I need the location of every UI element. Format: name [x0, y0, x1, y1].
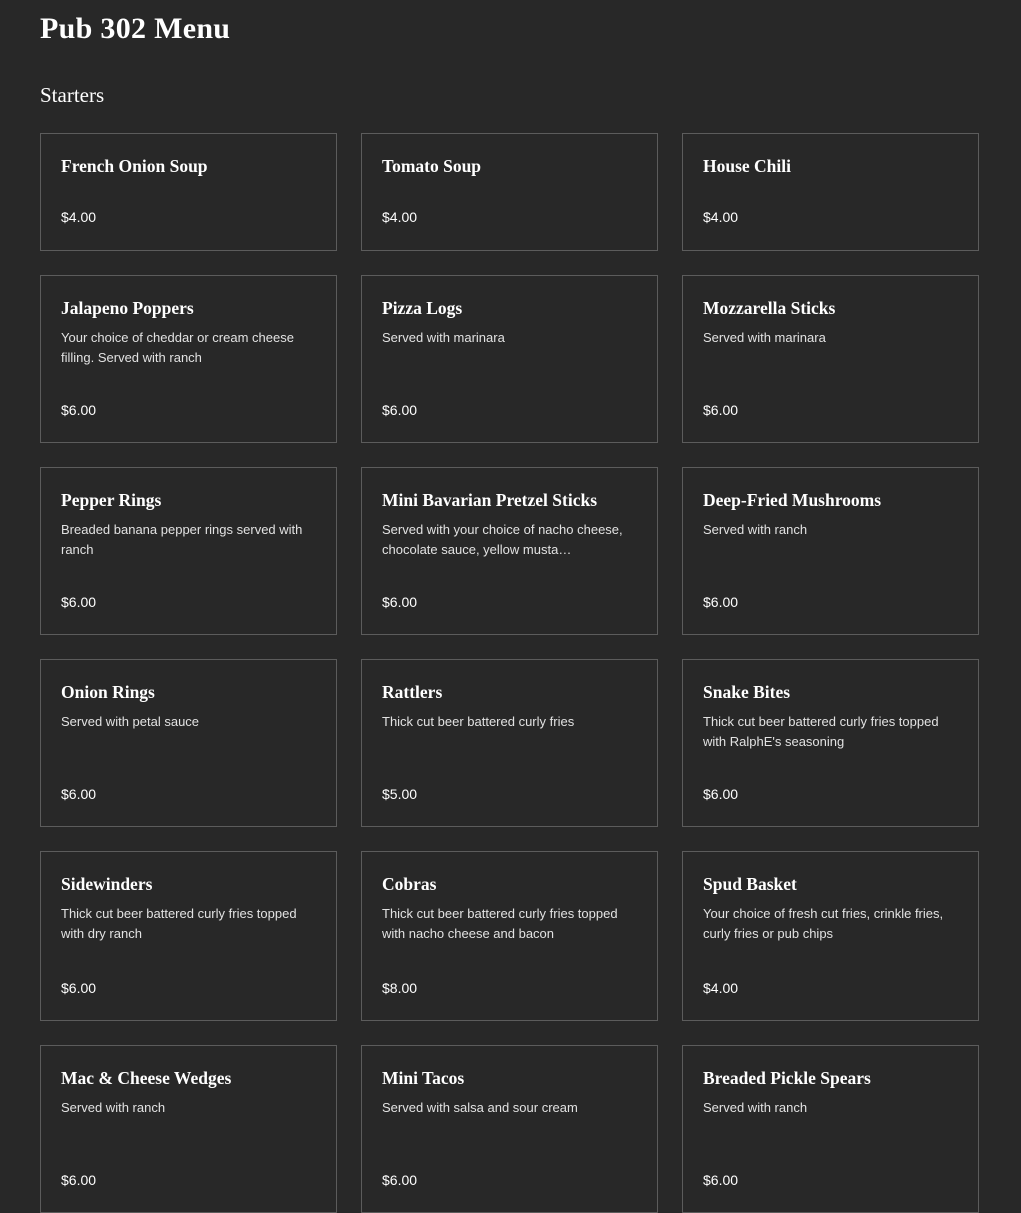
menu-item-card[interactable]: [682, 659, 979, 827]
menu-item-description: Served with ranch: [61, 1100, 166, 1115]
menu-item-price: $6.00: [61, 1172, 97, 1188]
menu-item-description: Served with ranch: [703, 522, 808, 537]
menu-item-price: $4.00: [61, 209, 97, 225]
menu-item-name: Mac & Cheese Wedges: [61, 1068, 232, 1088]
menu-item-price: $6.00: [703, 402, 739, 418]
menu-item-card[interactable]: [682, 133, 979, 251]
menu-item-card[interactable]: [361, 851, 658, 1021]
menu-item-name: Snake Bites: [703, 682, 791, 702]
menu-item-card[interactable]: [682, 275, 979, 443]
menu-item-price: $6.00: [61, 980, 97, 996]
menu-item-description: Served with your choice of nacho cheese, chocolate sauce, yellow musta…: [382, 522, 623, 557]
menu-item-name: Cobras: [382, 874, 437, 894]
menu-item-price: $4.00: [703, 209, 739, 225]
menu-item-name: French Onion Soup: [61, 156, 208, 176]
menu-item-name: House Chili: [703, 156, 792, 176]
menu-item-name: Spud Basket: [703, 874, 797, 894]
menu-item-description: Thick cut beer battered curly fries topped with nacho cheese and bacon: [382, 906, 618, 941]
menu-item-name: Mozzarella Sticks: [703, 298, 836, 318]
menu-item-name: Pepper Rings: [61, 490, 162, 510]
menu-item-card[interactable]: [361, 659, 658, 827]
menu-item-description: Served with petal sauce: [61, 714, 200, 729]
menu-item-price: $6.00: [382, 402, 418, 418]
menu-item-price: $6.00: [61, 786, 97, 802]
menu-item-price: $6.00: [703, 594, 739, 610]
menu-items-grid: [40, 133, 981, 1213]
menu-item-price: $6.00: [61, 402, 97, 418]
menu-item-description: Served with salsa and sour cream: [382, 1100, 578, 1115]
menu-item-name: Sidewinders: [61, 874, 153, 894]
menu-item-description: Thick cut beer battered curly fries topped with dry ranch: [61, 906, 297, 941]
menu-item-description: Your choice of cheddar or cream cheese filling. Served with ranch: [61, 330, 294, 365]
menu-item-name: Onion Rings: [61, 682, 155, 702]
menu-item-price: $8.00: [382, 980, 418, 996]
menu-item-card[interactable]: [361, 133, 658, 251]
menu-item-card[interactable]: [682, 1045, 979, 1213]
menu-item-name: Mini Tacos: [382, 1068, 465, 1088]
menu-item-price: $4.00: [382, 209, 418, 225]
menu-item-name: Deep-Fried Mushrooms: [703, 490, 882, 510]
menu-item-name: Tomato Soup: [382, 156, 482, 176]
menu-item-description: Your choice of fresh cut fries, crinkle fries, curly fries or pub chips: [703, 906, 944, 941]
menu-item-description: Served with marinara: [703, 330, 826, 345]
menu-item-price: $6.00: [382, 1172, 418, 1188]
menu-item-card[interactable]: [40, 659, 337, 827]
menu-item-name: Breaded Pickle Spears: [703, 1068, 871, 1088]
menu-item-card[interactable]: [40, 275, 337, 443]
menu-item-card[interactable]: [40, 467, 337, 635]
menu-title: Pub 302 Menu: [40, 12, 231, 45]
menu-item-description: Served with ranch: [703, 1100, 808, 1115]
menu-item-price: $6.00: [382, 594, 418, 610]
menu-item-description: Breaded banana pepper rings served with ranch: [61, 522, 303, 557]
menu-item-card[interactable]: [361, 275, 658, 443]
menu-item-name: Mini Bavarian Pretzel Sticks: [382, 490, 597, 510]
menu-item-card[interactable]: [682, 851, 979, 1021]
menu-item-card[interactable]: [40, 1045, 337, 1213]
menu-item-price: $4.00: [703, 980, 739, 996]
menu-item-price: $5.00: [382, 786, 418, 802]
menu-item-description: Thick cut beer battered curly fries: [382, 714, 575, 729]
menu-item-price: $6.00: [703, 786, 739, 802]
menu-item-card[interactable]: [361, 1045, 658, 1213]
menu-item-description: Thick cut beer battered curly fries topped with RalphE's seasoning: [703, 714, 939, 749]
menu-item-name: Jalapeno Poppers: [61, 298, 194, 318]
section-title-starters: Starters: [40, 83, 105, 107]
menu-item-card[interactable]: [361, 467, 658, 635]
menu-item-price: $6.00: [703, 1172, 739, 1188]
menu-item-card[interactable]: [40, 851, 337, 1021]
menu-item-price: $6.00: [61, 594, 97, 610]
menu-item-description: Served with marinara: [382, 330, 505, 345]
menu-item-card[interactable]: [682, 467, 979, 635]
menu-item-name: Pizza Logs: [382, 298, 463, 318]
menu-item-name: Rattlers: [382, 682, 443, 702]
menu-item-card[interactable]: [40, 133, 337, 251]
